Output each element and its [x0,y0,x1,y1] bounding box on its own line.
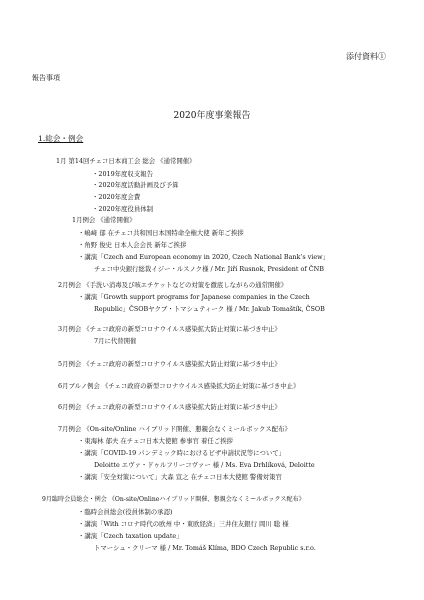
agenda-line: ・2020年度役員体制 [92,205,153,213]
agenda-line: 2月例会 《手洗い消毒及び咳エチケットなどの対策を徹底しながらの通常開催》 [58,281,288,289]
agenda-line: ・嶋﨑 郁 在チェコ共和国日本国特命全権大使 新年ご挨拶 [78,229,244,237]
agenda-line: ・講演「Growth support programs for Japanese companies in the Czech [78,293,310,301]
agenda-line: ・2020年度会費 [92,193,141,201]
agenda-line: 1月例会 《通常開催》 [72,216,136,224]
agenda-line: 6月ブルノ例会 《チェコ政府の新型コロナウイルス感染拡大防止対策に基づき中止》 [58,382,300,390]
agenda-line: 7月に代替開催 [94,337,137,345]
agenda-line: ・講演「Czech taxation update」 [78,532,183,540]
agenda-line: ・2019年度収支報告 [92,170,153,178]
agenda-line: ・講演「COVID-19 パンデミック時におけるビザ申請状況等について」 [78,449,286,457]
agenda-line: ・東海林 郁夫 在チェコ日本大使館 参事官 着任ご挨拶 [78,437,233,445]
agenda-line: 6月例会 《チェコ政府の新型コロナウイルス感染拡大防止対策に基づき中止》 [58,403,281,411]
agenda-line: Deloitte エヴァ・ドゥルフリーコヴァー 様 / Ms. Eva Drhlíková, Deloitte [94,461,315,469]
agenda-line: ・講演「安全対策について」大森 宣之 在チェコ日本大使館 警備対策官 [78,473,282,481]
document-title: 2020年度事業報告 [173,111,251,121]
agenda-line: 1月 第14回チェコ日本商工会 総会 《通常開催》 [56,157,196,165]
agenda-line: 5月例会 《チェコ政府の新型コロナウイルス感染拡大防止対策に基づき中止》 [58,360,281,368]
agenda-line: 3月例会 《チェコ政府の新型コロナウイルス感染拡大防止対策に基づき中止》 [58,325,281,333]
agenda-line: ・講演「With コロナ時代の欧州 中・東欧経済」三井住友銀行 岡川 聡 様 [78,520,289,528]
agenda-line: ・講演「Czech and European economy in 2020, Czech National Bank’s view」 [78,253,330,261]
agenda-line: チェコ中央銀行総裁イジー・ルスノク様 / Mr. Jiří Rusnok, President of ČNB [94,265,324,273]
agenda-line: ・角野 俊史 日本人会会長 新年ご挨拶 [78,241,187,249]
section-heading: 1.総会・例会 [38,134,84,143]
agenda-line: トマーシュ・クリーマ 様 / Mr. Tomáš Klíma, BDO Czech Republic s.r.o. [94,544,316,552]
agenda-line: ・2020年度活動計画及び予算 [92,181,179,189]
report-items-label: 報告事項 [32,74,60,82]
agenda-line: 7月例会 《On-site/Online ハイブリッド開催、懇親会なくミールボックス配布》 [58,425,291,433]
attachment-label: 添付資料① [346,52,386,61]
agenda-line: Republic」ČSOBヤクブ・トマシュティーク 様 / Mr. Jakub Tomaštík, ČSOB [94,305,325,313]
agenda-line: ・臨時会員総会(役員体制の承認) [78,508,173,516]
agenda-line: 9月臨時会員総会・例会 《On-site/Onlineハイブリッド開催、懇親会なくミールボックス配布》 [42,496,305,503]
